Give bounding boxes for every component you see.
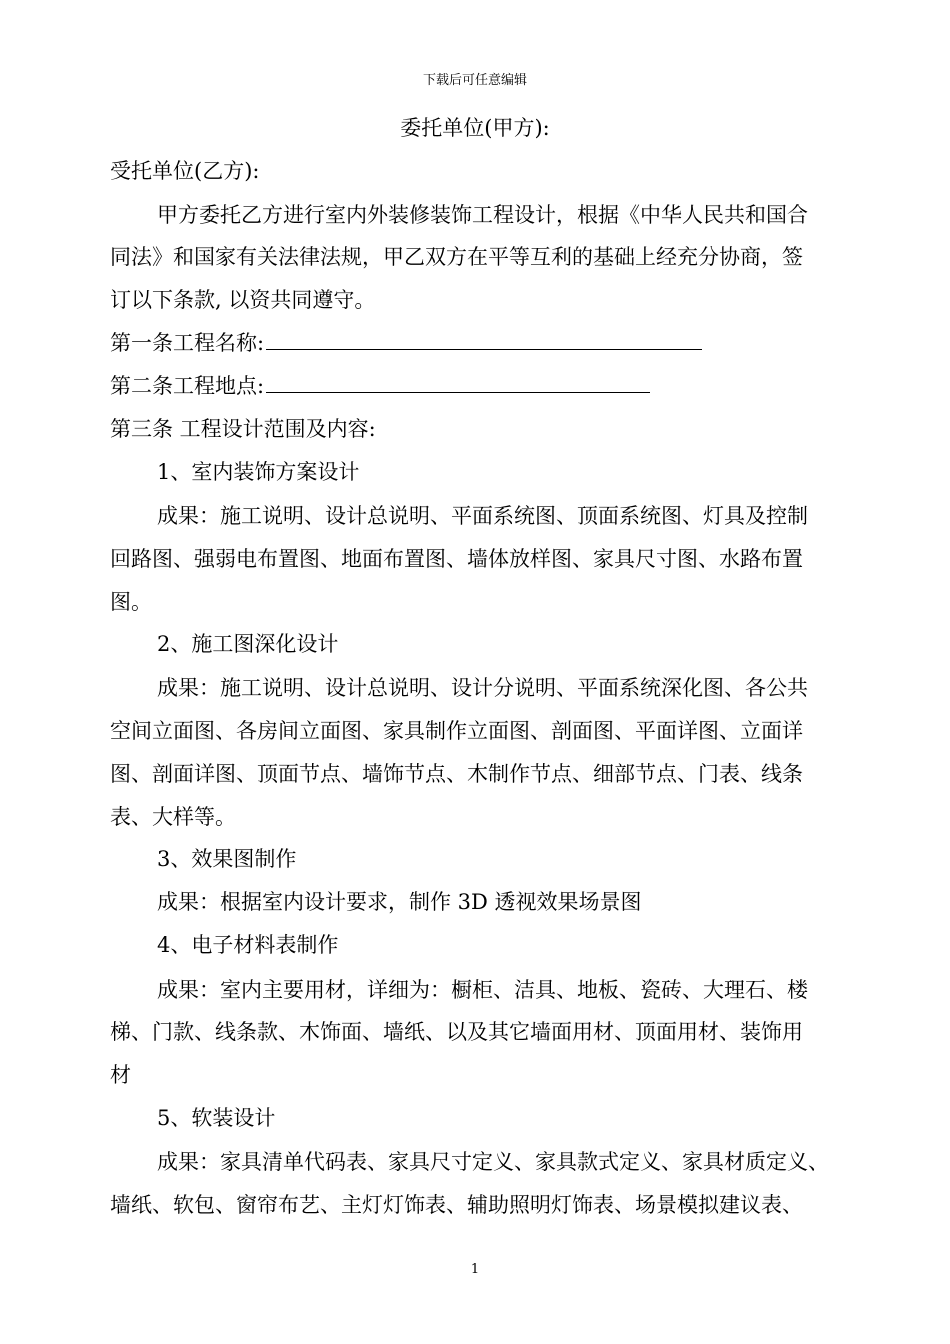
- article-2-line: [110, 372, 650, 400]
- intro-line-1: 甲方委托乙方进行室内外装修装饰工程设计，根据《中华人民共和国合: [157, 203, 808, 227]
- item-2-result-3: 图、剖面详图、顶面节点、墙饰节点、木制作节点、细部节点、门表、线条: [110, 762, 803, 786]
- item-4-title: 4、电子材料表制作: [157, 933, 339, 957]
- article-3-line: 第三条 工程设计范围及内容:: [110, 417, 376, 441]
- item-4-result-3: 材: [110, 1063, 131, 1087]
- item-2-title: 2、施工图深化设计: [157, 632, 339, 656]
- item-4-result-1: 成果：室内主要用材，详细为：橱柜、洁具、地板、瓷砖、大理石、楼: [157, 978, 808, 1002]
- item-5-result-1: 成果：家具清单代码表、家具尺寸定义、家具款式定义、家具材质定义、: [157, 1150, 829, 1174]
- item-5-result-2: 墙纸、软包、窗帘布艺、主灯灯饰表、辅助照明灯饰表、场景模拟建议表、: [110, 1193, 803, 1217]
- article-1-line: [110, 329, 702, 357]
- item-1-result-3: 图。: [110, 590, 152, 614]
- intro-line-3: 订以下条款, 以资共同遵守。: [110, 288, 376, 312]
- intro-line-2: 同法》和国家有关法律法规，甲乙双方在平等互利的基础上经充分协商，签: [110, 245, 803, 269]
- project-name-blank: [266, 331, 702, 350]
- header-note: 下载后可任意编辑: [422, 73, 527, 88]
- document-title: 委托单位(甲方):: [400, 116, 550, 140]
- page-number: 1: [470, 1262, 480, 1277]
- item-2-result-4: 表、大样等。: [110, 805, 236, 829]
- project-location-blank: [266, 374, 650, 393]
- item-4-result-2: 梯、门款、线条款、木饰面、墙纸、以及其它墙面用材、顶面用材、装饰用: [110, 1020, 803, 1044]
- item-2-result-1: 成果：施工说明、设计总说明、设计分说明、平面系统深化图、各公共: [157, 676, 808, 700]
- item-2-result-2: 空间立面图、各房间立面图、家具制作立面图、剖面图、平面详图、立面详: [110, 719, 803, 743]
- item-1-result-1: 成果：施工说明、设计总说明、平面系统图、顶面系统图、灯具及控制: [157, 504, 808, 528]
- article-2-label: 第二条工程地点:: [110, 374, 265, 398]
- item-3-title: 3、效果图制作: [157, 847, 297, 871]
- item-3-result: 成果：根据室内设计要求，制作 3D 透视效果场景图: [157, 890, 642, 914]
- item-1-result-2: 回路图、强弱电布置图、地面布置图、墙体放样图、家具尺寸图、水路布置: [110, 547, 803, 571]
- item-1-title: 1、室内装饰方案设计: [157, 460, 360, 484]
- party-b-line: 受托单位(乙方):: [110, 159, 260, 183]
- item-5-title: 5、软装设计: [157, 1106, 276, 1130]
- article-1-label: 第一条工程名称:: [110, 331, 265, 355]
